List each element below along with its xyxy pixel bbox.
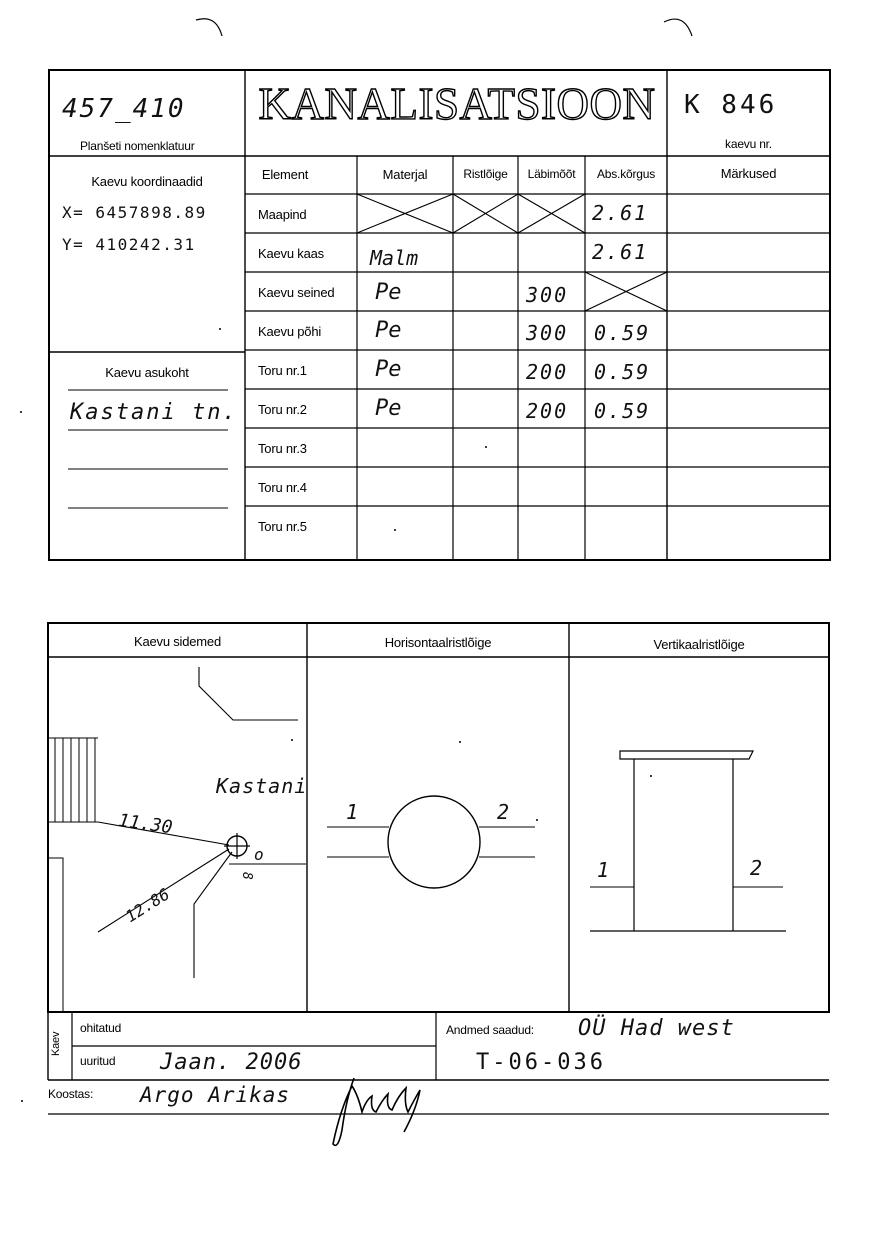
header-ristloige: Ristlõige	[463, 167, 508, 181]
header-abs-korgus: Abs.kõrgus	[596, 167, 656, 181]
well-number-value: K 846	[684, 90, 778, 120]
row-element-label: Maapind	[258, 207, 307, 222]
cell-labimoot-seined: 300	[526, 283, 569, 307]
cell-materjal-seined: Pe	[375, 280, 402, 305]
coordinate-y: Y= 410242.31	[62, 235, 196, 254]
row-element-label: Toru nr.5	[258, 519, 307, 534]
cell-labimoot-toru2: 200	[526, 399, 569, 423]
cell-abs-pohi: 0.59	[594, 321, 651, 345]
compiled-label: Koostas:	[48, 1087, 94, 1101]
location-label: Kaevu asukoht	[105, 365, 189, 380]
cell-abs-toru2: 0.59	[594, 399, 651, 423]
horizontal-pipe-1: 1	[346, 800, 359, 824]
small-num-mark: 8	[239, 872, 254, 880]
row-element-label: Toru nr.3	[258, 441, 307, 456]
checked-label: ohitatud	[80, 1021, 122, 1035]
cell-materjal-toru2: Pe	[375, 396, 402, 421]
coordinates-label: Kaevu koordinaadid	[91, 174, 203, 189]
nomenclature-label: Planšeti nomenklatuur	[80, 139, 195, 153]
header-materjal: Materjal	[382, 167, 428, 182]
cell-abs-maapind: 2.61	[592, 201, 649, 225]
distance-2: 12.86	[122, 884, 173, 927]
links-title: Kaevu sidemed	[133, 634, 221, 649]
horizontal-pipe-2: 2	[497, 800, 510, 824]
row-element-label: Kaevu kaas	[258, 246, 324, 261]
row-element-label: Kaevu seined	[258, 285, 335, 300]
cell-abs-toru1: 0.59	[594, 360, 651, 384]
page-title: KANALISATSIOON	[258, 79, 656, 129]
measured-value: Jaan. 2006	[160, 1050, 303, 1075]
location-value: Kastani tn.	[70, 400, 238, 425]
vertical-section-title: Vertikaalristlõige	[653, 637, 745, 652]
coordinate-x: X= 6457898.89	[62, 203, 207, 222]
row-element-label: Toru nr.4	[258, 480, 307, 495]
nomenclature-value: 457_410	[62, 94, 186, 124]
vertical-pipe-1: 1	[597, 858, 610, 882]
row-element-label: Toru nr.1	[258, 363, 307, 378]
cell-materjal-pohi: Pe	[375, 318, 402, 343]
street-label: Kastani	[216, 774, 308, 798]
distance-1: 11.30	[117, 810, 174, 839]
row-element-label: Kaevu põhi	[258, 324, 322, 339]
vertical-pipe-2: 2	[750, 856, 763, 880]
kaev-label: Kaev	[50, 1031, 62, 1056]
cell-abs-kaas: 2.61	[592, 240, 649, 264]
cell-labimoot-pohi: 300	[526, 321, 569, 345]
row-element-label: Toru nr.2	[258, 402, 307, 417]
cell-materjal-kaas: Malm	[370, 246, 419, 270]
cell-materjal-toru1: Pe	[375, 357, 402, 382]
data-from-label: Andmed saadud:	[446, 1023, 534, 1037]
cell-labimoot-toru1: 200	[526, 360, 569, 384]
header-labimoot: Läbimõõt	[527, 167, 576, 181]
small-o-mark: o	[254, 845, 264, 864]
data-from-value: OÜ Had west	[578, 1016, 735, 1041]
data-reference: T-06-036	[476, 1050, 606, 1075]
compiled-value: Argo Arikas	[140, 1083, 291, 1107]
header-markused: Märkused	[720, 166, 777, 181]
header-element: Element	[261, 167, 309, 182]
measured-label: uuritud	[80, 1054, 116, 1068]
horizontal-section-title: Horisontaalristlõige	[384, 635, 492, 650]
well-number-label: kaevu nr.	[725, 137, 772, 151]
